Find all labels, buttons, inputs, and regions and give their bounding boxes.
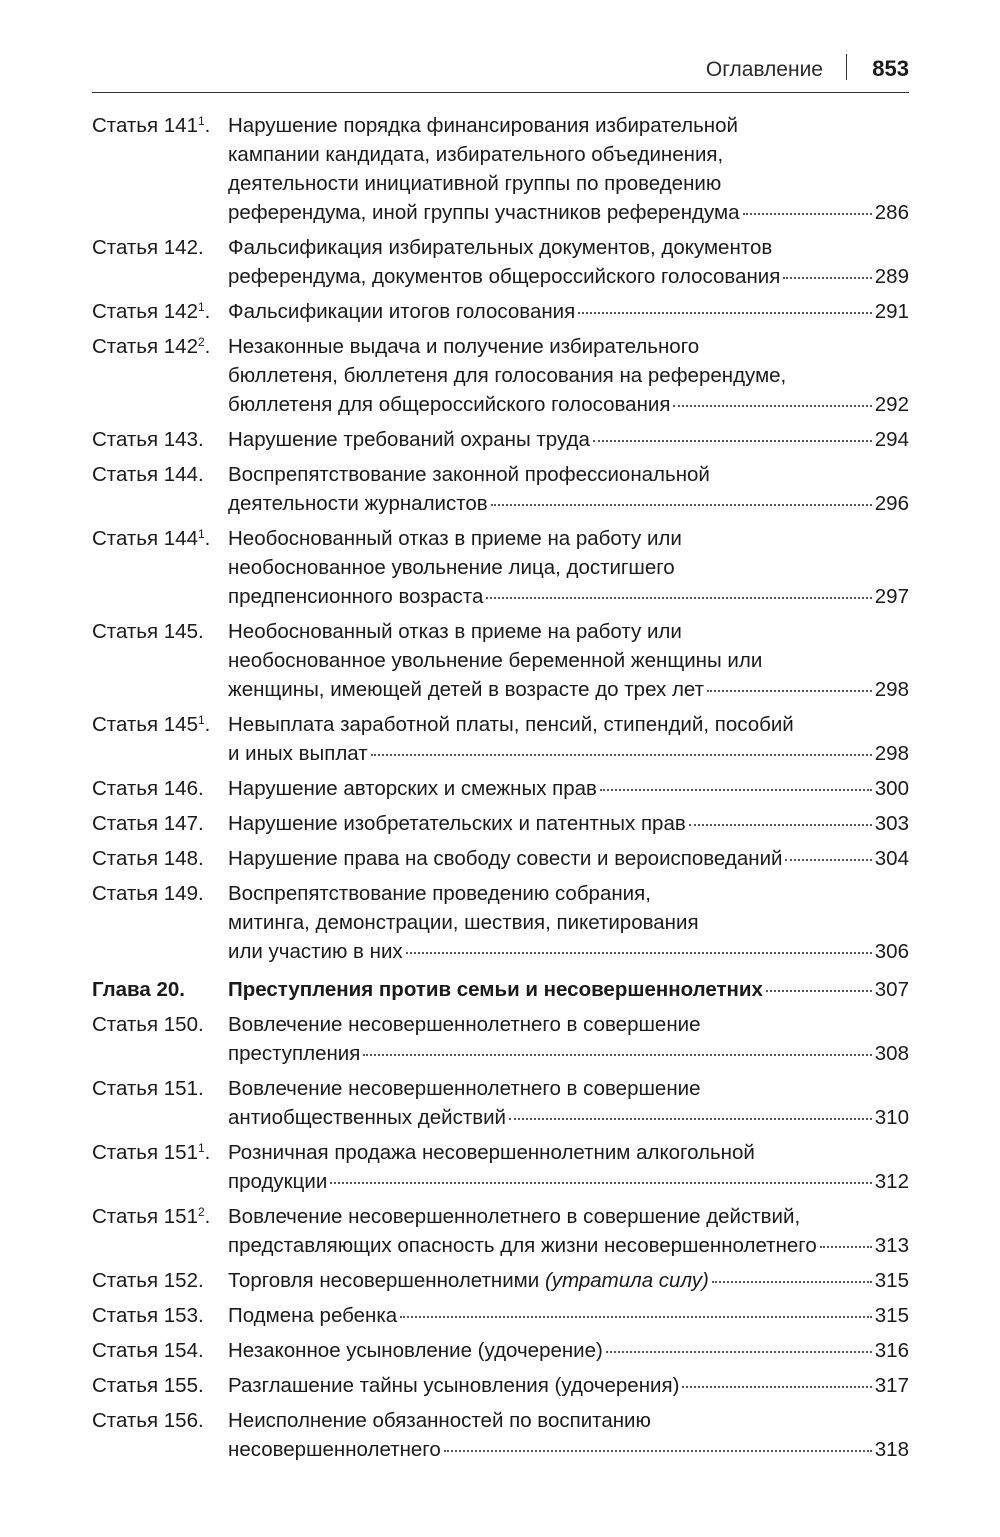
toc-title-line: Нарушение порядка финансирования избирательной	[228, 114, 738, 137]
toc-entry-label: Глава 20.	[92, 978, 185, 1001]
toc-entry-label: Статья 147.	[92, 812, 204, 835]
toc-entry[interactable]	[92, 460, 909, 518]
toc-page-number: 286	[874, 201, 909, 224]
toc-entry-number: Статья 145	[92, 620, 198, 643]
dot-leader	[606, 1351, 872, 1353]
toc-entry-number: Статья 145	[92, 713, 198, 736]
toc-entry-number: Статья 153	[92, 1304, 198, 1327]
toc-title-line: деятельности журналистов	[228, 492, 488, 515]
dot-leader	[509, 1118, 872, 1120]
toc-title-last-line	[228, 975, 909, 1004]
toc-entry[interactable]	[92, 1010, 909, 1068]
toc-title-line: бюллетеня, бюллетеня для голосования на референдуме,	[228, 364, 787, 387]
toc-entry-label: Статья 156.	[92, 1409, 204, 1432]
toc-chapter-entry[interactable]	[92, 975, 909, 1004]
toc-page-number: 307	[874, 978, 909, 1001]
toc-title-line: Вовлечение несовершеннолетнего в совершение	[228, 1077, 701, 1100]
toc-title-line: женщины, имеющей детей в возрасте до трех лет	[228, 678, 705, 701]
toc-entry[interactable]	[92, 879, 909, 966]
toc-entry[interactable]	[92, 809, 909, 838]
toc-entry-title	[228, 297, 909, 326]
toc-page-number: 310	[874, 1106, 909, 1129]
toc-title-line: Вовлечение несовершеннолетнего в совершение действий,	[228, 1205, 801, 1228]
header-page-number: 853	[872, 56, 909, 81]
toc-entry-number: Статья 141	[92, 114, 198, 137]
toc-entry-label: Статья 152.	[92, 1269, 204, 1292]
toc-page-number: 308	[874, 1042, 909, 1065]
dot-leader	[783, 277, 871, 279]
toc-title-line: Нарушение требований охраны труда	[228, 428, 590, 451]
toc-entry[interactable]	[92, 1074, 909, 1132]
toc-entry-label: Статья 143.	[92, 428, 204, 451]
toc-entry-label: Статья $151^2$.	[92, 1205, 211, 1228]
toc-entry[interactable]	[92, 774, 909, 803]
toc-entry-number: Статья 151	[92, 1077, 198, 1100]
toc-entry-number: Статья 152	[92, 1269, 198, 1292]
toc-entry-number: Статья 143	[92, 428, 198, 451]
toc-entry-title	[228, 1406, 909, 1464]
toc-entry-number: Статья 142	[92, 300, 198, 323]
toc-title-last-line	[228, 582, 909, 611]
toc-title-last-line	[228, 937, 909, 966]
toc-title-line: Незаконные выдача и получение избирательного	[228, 335, 700, 358]
toc-page-number: 298	[874, 678, 909, 701]
toc-title-line: кампании кандидата, избирательного объединения,	[228, 143, 724, 166]
toc-entry-title	[228, 111, 909, 227]
toc-page-number: 298	[874, 742, 909, 765]
toc-entry-label: Статья 146.	[92, 777, 204, 800]
toc-entry[interactable]	[92, 710, 909, 768]
toc-entry-title	[228, 975, 909, 1004]
toc-entry-label: Статья 149.	[92, 882, 204, 905]
running-header	[92, 52, 909, 93]
toc-entry-number: Статья 155	[92, 1374, 198, 1397]
toc-entry[interactable]	[92, 844, 909, 873]
toc-title-last-line	[228, 675, 909, 704]
toc-page-number: 297	[874, 585, 909, 608]
toc-title-line: Нарушение изобретательских и патентных прав	[228, 812, 686, 835]
toc-title-line: референдума, документов общероссийского голосования	[228, 265, 781, 288]
toc-entry-label: Статья 144.	[92, 463, 204, 486]
toc-entry-number: Статья 156	[92, 1409, 198, 1432]
toc-title-note: (утратила силу)	[544, 1269, 709, 1292]
toc-entry-title	[228, 524, 909, 611]
toc-entry-number: Статья 144	[92, 463, 198, 486]
toc-entry-title	[228, 1371, 909, 1400]
dot-leader	[444, 1450, 872, 1452]
toc-entry-label: Статья 154.	[92, 1339, 204, 1362]
toc-title-last-line	[228, 1103, 909, 1132]
toc-title-line: Преступления против семьи и несовершеннолетних	[228, 978, 763, 1001]
toc-title-line: Розничная продажа несовершеннолетним алкогольной	[228, 1141, 755, 1164]
toc-page-number: 303	[874, 812, 909, 835]
dot-leader	[363, 1054, 871, 1056]
toc-entry-number: Статья 154	[92, 1339, 198, 1362]
toc-title-line: Воспрепятствование законной профессиональной	[228, 463, 710, 486]
toc-entry-label: Статья $151^1$.	[92, 1141, 211, 1164]
toc-title-line: предпенсионного возраста	[228, 585, 484, 608]
toc-entry-label: Статья $144^1$.	[92, 527, 211, 550]
toc-entry-title	[228, 233, 909, 291]
toc-entry-number: Статья 144	[92, 527, 198, 550]
toc-entry-number: Статья 146	[92, 777, 198, 800]
toc-entry-label: Статья 142.	[92, 236, 204, 259]
toc-title-line: представляющих опасность для жизни несовершеннолетнего	[228, 1234, 817, 1257]
toc-title-line: деятельности инициативной группы по проведению	[228, 172, 722, 195]
toc-title-line: несовершеннолетнего	[228, 1438, 441, 1461]
toc-entry-title	[228, 710, 909, 768]
dot-leader	[491, 504, 872, 506]
toc-entry[interactable]	[92, 1138, 909, 1196]
toc-title-line: продукции	[228, 1170, 328, 1193]
toc-title-line: Незаконное усыновление (удочерение)	[228, 1339, 603, 1362]
dot-leader	[673, 405, 871, 407]
dot-leader	[406, 952, 872, 954]
toc-entry-title	[228, 1301, 909, 1330]
toc-entry-label: Статья 155.	[92, 1374, 204, 1397]
toc-title-last-line	[228, 1435, 909, 1464]
toc-entry[interactable]	[92, 332, 909, 419]
toc-page-number: 313	[874, 1234, 909, 1257]
toc-title-line: Нарушение авторских и смежных прав	[228, 777, 597, 800]
toc-title-line: Невыплата заработной платы, пенсий, стипендий, пособий	[228, 713, 794, 736]
dot-leader	[600, 789, 872, 791]
toc-entry-title	[228, 809, 909, 838]
toc-title-last-line	[228, 1336, 909, 1365]
dot-leader	[689, 824, 872, 826]
toc-title-last-line	[228, 739, 909, 768]
toc-title-line: Разглашение тайны усыновления (удочерения)	[228, 1374, 680, 1397]
toc-page-number: 315	[874, 1269, 909, 1292]
toc-title-last-line	[228, 1039, 909, 1068]
toc-title-last-line	[228, 297, 909, 326]
toc-title-line: Вовлечение несовершеннолетнего в совершение	[228, 1013, 701, 1036]
toc-page-number: 292	[874, 393, 909, 416]
toc-entry[interactable]	[92, 1336, 909, 1365]
toc-entry-title	[228, 1010, 909, 1068]
toc-title-last-line	[228, 774, 909, 803]
toc-title-last-line	[228, 844, 909, 873]
toc-title-line: преступления	[228, 1042, 361, 1065]
toc-title-line: митинга, демонстрации, шествия, пикетирования	[228, 911, 699, 934]
toc-entry[interactable]	[92, 297, 909, 326]
toc-title-last-line	[228, 489, 909, 518]
toc-title-line: бюллетеня для общероссийского голосования	[228, 393, 671, 416]
toc-entry-superscript: 1	[197, 713, 205, 727]
toc-entry-number: Статья 142	[92, 335, 198, 358]
toc-page-number: 316	[874, 1339, 909, 1362]
toc-entry-title	[228, 460, 909, 518]
toc-page-number: 315	[874, 1304, 909, 1327]
toc-entry[interactable]	[92, 1301, 909, 1330]
dot-leader	[712, 1281, 872, 1283]
toc-entry-number: Статья 151	[92, 1141, 198, 1164]
toc-title-line: Воспрепятствование проведению собрания,	[228, 882, 651, 905]
toc-title-last-line	[228, 809, 909, 838]
toc-page-number: 306	[874, 940, 909, 963]
toc-entry[interactable]	[92, 1406, 909, 1464]
toc-title-line: Необоснованный отказ в приеме на работу или	[228, 527, 682, 550]
header-title: Оглавление	[705, 58, 823, 81]
toc-title-line: Торговля несовершеннолетними	[228, 1269, 540, 1292]
dot-leader	[707, 690, 872, 692]
toc-entry-number: Статья 142	[92, 236, 198, 259]
toc-page-number: 291	[874, 300, 909, 323]
toc-entry-title	[228, 617, 909, 704]
toc-page-number: 317	[874, 1374, 909, 1397]
toc-entry-number: Статья 148	[92, 847, 198, 870]
toc-title-line: Фальсификации итогов голосования	[228, 300, 576, 323]
toc-title-line: и иных выплат	[228, 742, 368, 765]
toc-entry-title	[228, 774, 909, 803]
toc-entry-label: Статья 153.	[92, 1304, 204, 1327]
dot-leader	[820, 1246, 872, 1248]
toc-entry-number: Статья 151	[92, 1205, 198, 1228]
toc-entry-label: Статья 151.	[92, 1077, 204, 1100]
toc-entry-number: Статья 150	[92, 1013, 198, 1036]
toc-title-last-line	[228, 390, 909, 419]
toc-entry-label: Статья 148.	[92, 847, 204, 870]
toc-entry-label: Статья 145.	[92, 620, 204, 643]
toc-page-number: 312	[874, 1170, 909, 1193]
toc-entry[interactable]	[92, 617, 909, 704]
toc-page-number: 296	[874, 492, 909, 515]
toc-title-line: антиобщественных действий	[228, 1106, 507, 1129]
toc-entry-title	[228, 425, 909, 454]
toc-entry-superscript: 1	[197, 300, 205, 314]
toc-entry[interactable]	[92, 524, 909, 611]
toc-title-last-line	[228, 1266, 909, 1295]
toc-entry[interactable]	[92, 1202, 909, 1260]
table-of-contents	[92, 111, 909, 1470]
dot-leader	[330, 1182, 872, 1184]
toc-title-line: Неисполнение обязанностей по воспитанию	[228, 1409, 651, 1432]
dot-leader	[743, 213, 872, 215]
toc-entry-title	[228, 844, 909, 873]
dot-leader	[593, 440, 872, 442]
toc-title-last-line	[228, 262, 909, 291]
toc-entry-superscript: 1	[197, 114, 205, 128]
toc-entry[interactable]	[92, 1371, 909, 1400]
toc-title-last-line	[228, 1371, 909, 1400]
dot-leader	[486, 597, 871, 599]
dot-leader	[578, 312, 872, 314]
toc-entry-title	[228, 332, 909, 419]
toc-entry[interactable]	[92, 233, 909, 291]
toc-title-last-line	[228, 425, 909, 454]
toc-page-number: 294	[874, 428, 909, 451]
toc-title-last-line	[228, 198, 909, 227]
toc-page-number: 300	[874, 777, 909, 800]
toc-entry-title	[228, 1266, 909, 1295]
dot-leader	[371, 754, 872, 756]
dot-leader	[785, 859, 871, 861]
toc-page-number: 318	[874, 1438, 909, 1461]
toc-entry-superscript: 2	[197, 1205, 205, 1219]
toc-entry[interactable]	[92, 425, 909, 454]
dot-leader	[766, 990, 872, 992]
toc-entry-label: Статья $141^1$.	[92, 114, 211, 137]
toc-title-line: Фальсификация избирательных документов, документов	[228, 236, 773, 259]
toc-entry-title	[228, 1074, 909, 1132]
dot-leader	[400, 1316, 872, 1318]
toc-title-line: Подмена ребенка	[228, 1304, 398, 1327]
toc-entry-label: Статья $142^2$.	[92, 335, 211, 358]
dot-leader	[682, 1386, 871, 1388]
toc-entry-label: Статья 150.	[92, 1013, 204, 1036]
toc-entry-number: Статья 149	[92, 882, 198, 905]
toc-entry-number: Статья 147	[92, 812, 198, 835]
toc-title-line: референдума, иной группы участников референдума	[228, 201, 740, 224]
toc-entry[interactable]	[92, 111, 909, 227]
toc-page-number: 304	[874, 847, 909, 870]
toc-entry-superscript: 1	[197, 527, 205, 541]
header-divider	[846, 54, 848, 80]
toc-entry-title	[228, 1202, 909, 1260]
toc-title-line: Необоснованный отказ в приеме на работу или	[228, 620, 682, 643]
toc-title-last-line	[228, 1231, 909, 1260]
toc-title-last-line	[228, 1167, 909, 1196]
toc-entry-title	[228, 1336, 909, 1365]
toc-entry-title	[228, 1138, 909, 1196]
toc-entry[interactable]	[92, 1266, 909, 1295]
toc-entry-label: Статья $142^1$.	[92, 300, 211, 323]
toc-entry-superscript: 1	[197, 1141, 205, 1155]
toc-entry-number: Глава 20	[92, 978, 180, 1001]
toc-title-line: Нарушение права на свободу совести и вероисповеданий	[228, 847, 783, 870]
toc-entry-superscript: 2	[197, 335, 205, 349]
toc-title-line: или участию в них	[228, 940, 403, 963]
toc-title-line: необоснованное увольнение лица, достигшего	[228, 556, 675, 579]
toc-entry-title	[228, 879, 909, 966]
toc-title-last-line	[228, 1301, 909, 1330]
toc-title-line: необоснованное увольнение беременной женщины или	[228, 649, 763, 672]
toc-page-number: 289	[874, 265, 909, 288]
toc-entry-label: Статья $145^1$.	[92, 713, 211, 736]
